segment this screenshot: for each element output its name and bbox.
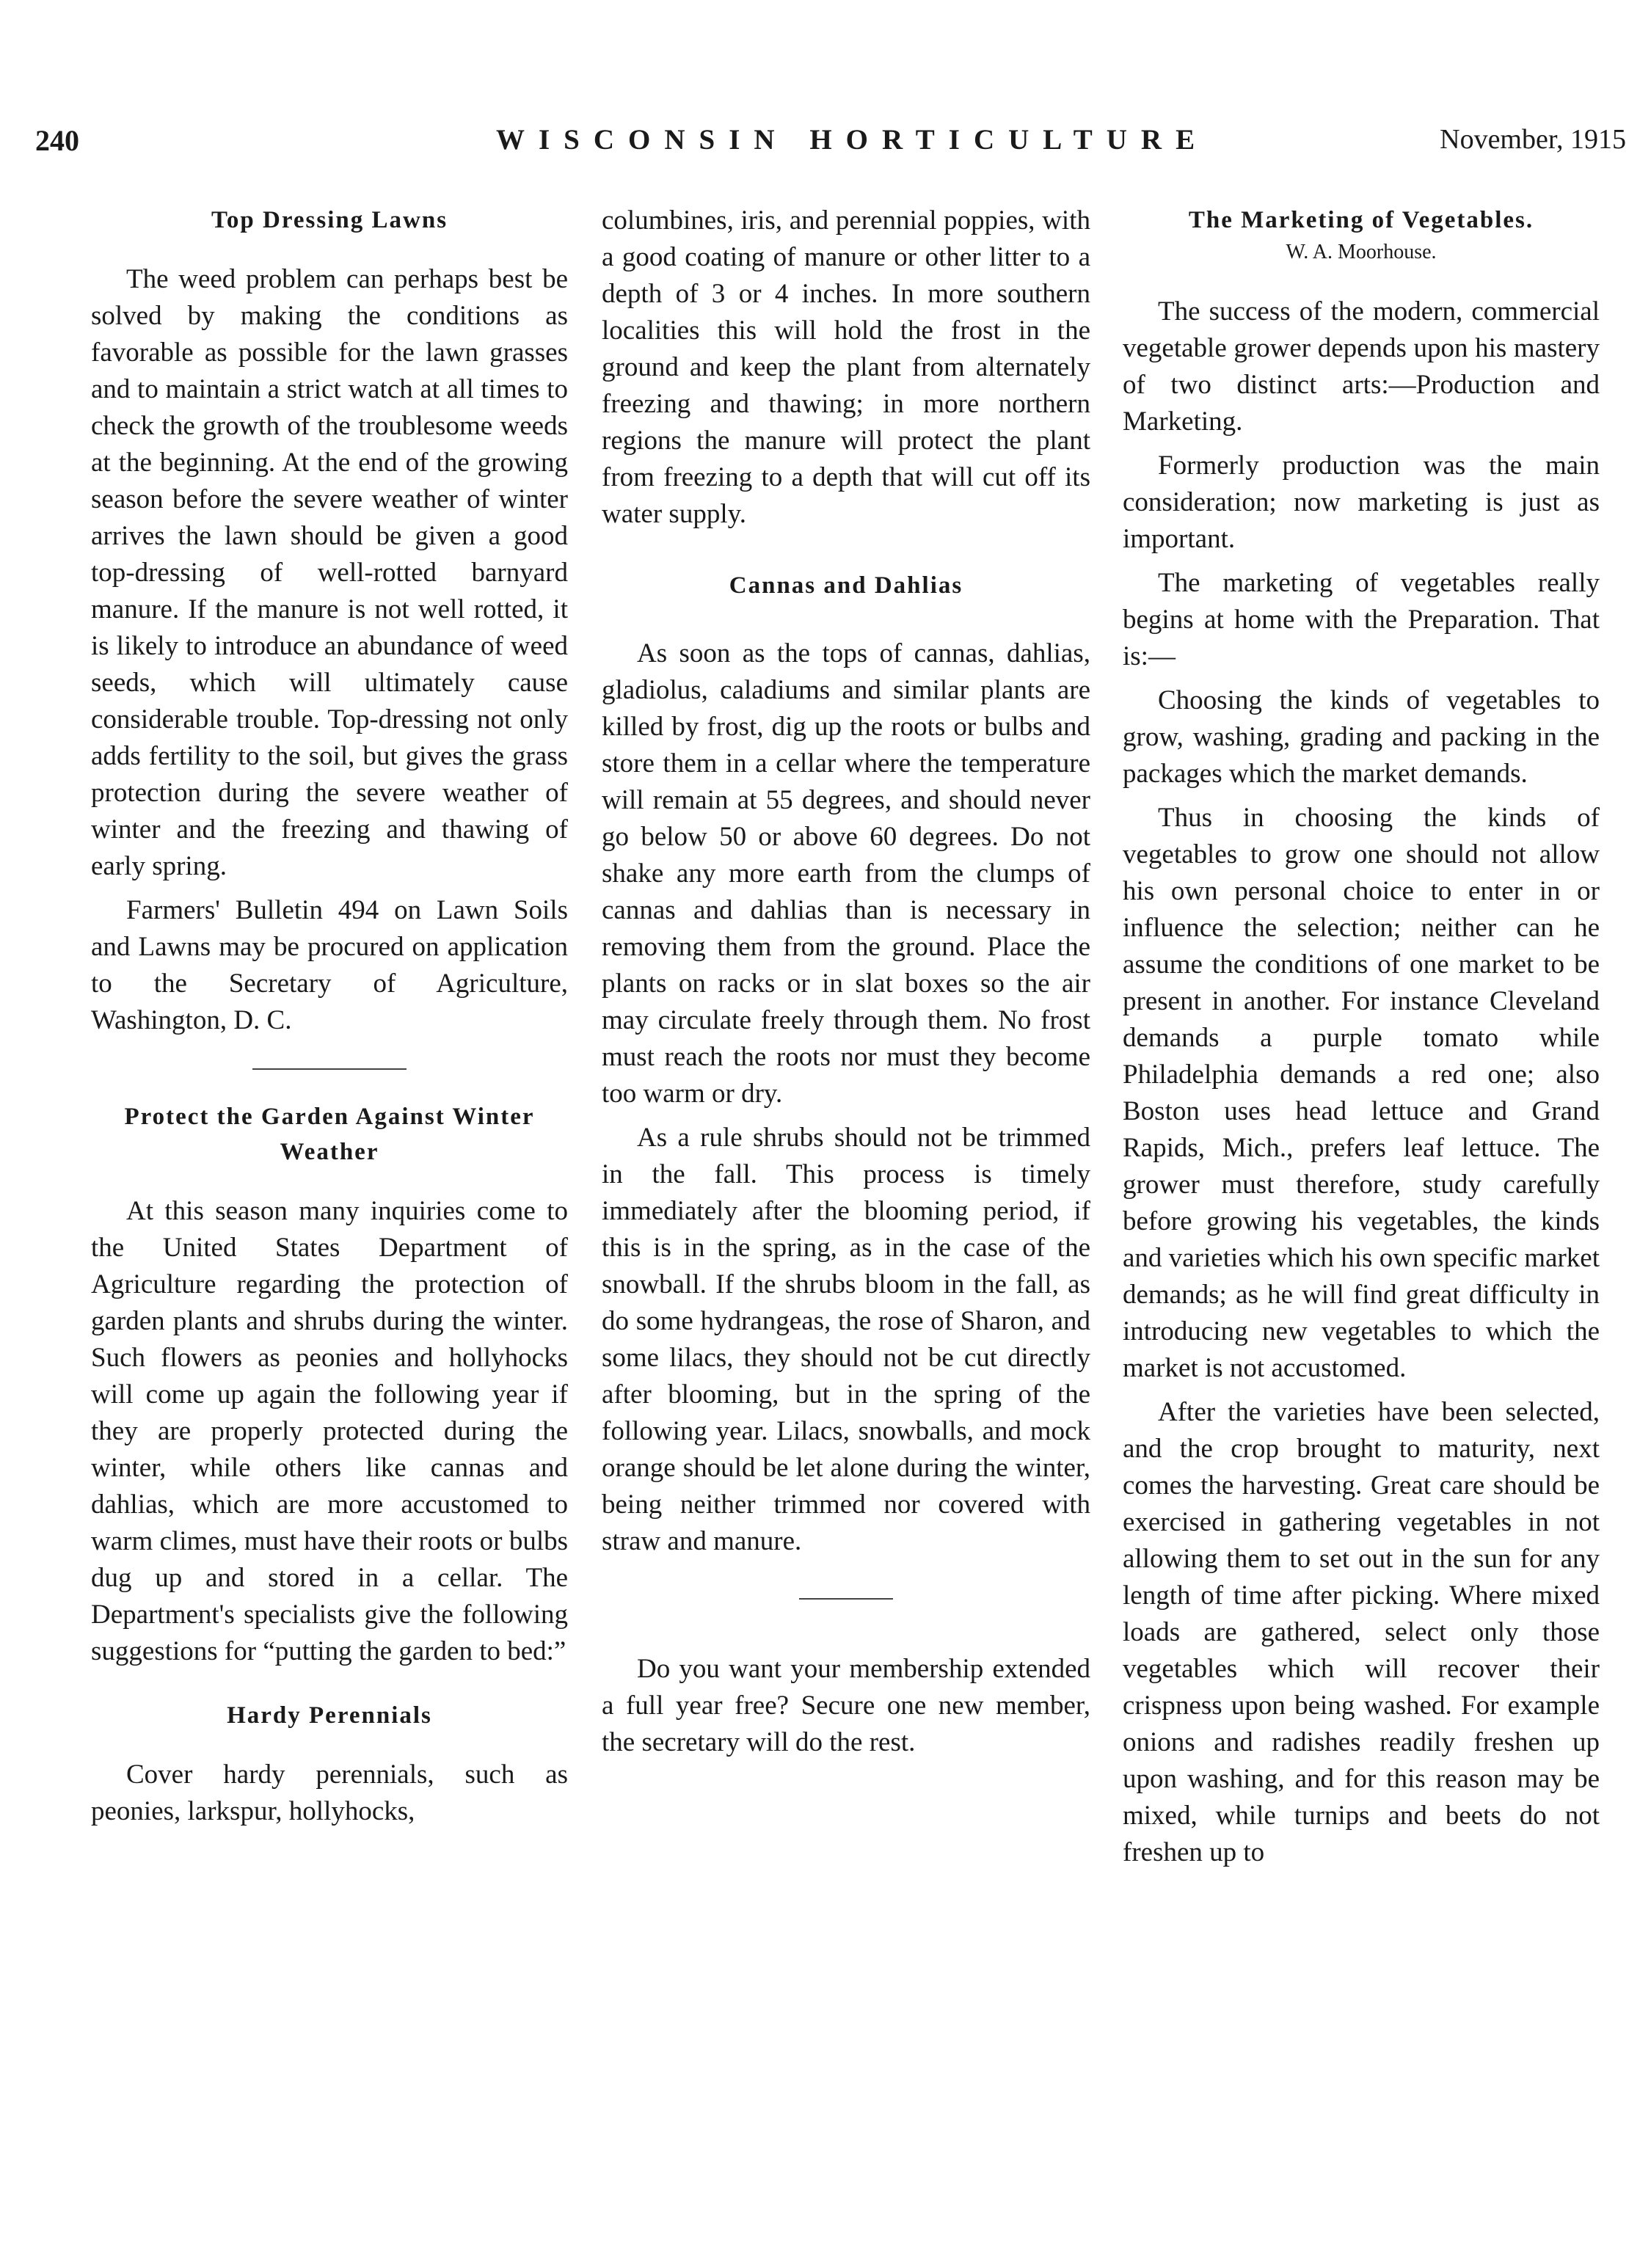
paragraph: The weed problem can perhaps best be solved by making the conditions as favorable as possible for the lawn grasses and to maintain a strict watch at all times to check the growth of the troublesome weeds at the beginning. At the end of the growing season before the severe weather of winter arrives the lawn should be given a good top-dressing of well-rotted barnyard manure. If the manure is not well rotted, it is likely to introduce an abundance of weed seeds, which will ultimately cause considerable trouble. Top-dressing not only adds fertility to the soil, but gives the grass protection during the severe weather of winter and the freezing and thawing of early spring.: [91, 264, 568, 881]
paragraph: Cover hardy perennials, such as peonies, larkspur, hollyhocks,: [91, 1760, 568, 1826]
journal-title: WISCONSIN HORTICULTURE: [496, 124, 1209, 156]
column-middle: [602, 203, 1090, 1768]
paragraph: The success of the modern, commercial vegetable grower depends upon his mastery of two distinct arts:—Production and Marketing.: [1123, 296, 1600, 437]
paragraph: The marketing of vegetables really begins at home with the Preparation. That is:—: [1123, 568, 1600, 671]
paragraph: Thus in choosing the kinds of vegetables to grow one should not allow his own personal choice to enter in or influence the selection; neither can he assume the conditions of one market to be present in another. For instance Cleveland demands a purple tomato while Philadelphia demands a red one; also Boston uses head lettuce and Grand Rapids, Mich., prefers leaf lettuce. The grower must therefore, study carefully before growing his vegetables, the kinds and varieties which his own specific market demands; as he will find great difficulty in introducing new vegetables to which the market is not accustomed.: [1123, 803, 1600, 1383]
paragraph: Formerly production was the main consideration; now marketing is just as important.: [1123, 451, 1600, 554]
paragraph: Farmers' Bulletin 494 on Lawn Soils and Lawns may be procured on application to the Secretary of Agriculture, Washington, D. C.: [91, 895, 568, 1035]
membership-notice: Do you want your membership extended a full year free? Secure one new member, the secretary will do the rest.: [602, 1654, 1090, 1757]
issue-date: November, 1915: [1440, 124, 1626, 155]
column-left: [91, 203, 568, 1837]
heading-cannas-dahlias: Cannas and Dahlias: [729, 572, 963, 599]
paragraph-continued: columbines, iris, and perennial poppies, with a good coating of manure or other litter to a depth of 3 or 4 inches. In more southern localities this will hold the frost in the ground and keep the plant from alternately freezing and thawing; in more northern regions the manure will protect the plant from freezing to a depth that will cut off its water supply.: [602, 205, 1090, 529]
column-right: [1123, 203, 1600, 1878]
paragraph: As soon as the tops of cannas, dahlias, gladiolus, caladiums and similar plants are killed by frost, dig up the roots or bulbs and store them in a cellar where the temperature will remain at 55 degrees, and should never go below 50 or above 60 degrees. Do not shake any more earth from the clumps of cannas and dahlias than is necessary in removing them from the ground. Place the plants on racks or in slat boxes so the air may circulate freely through them. No frost must reach the roots nor must they become too warm or dry.: [602, 638, 1090, 1109]
paragraph: Choosing the kinds of vegetables to grow, washing, grading and packing in the packages which the market demands.: [1123, 685, 1600, 789]
author-byline: W. A. Moorhouse.: [1286, 241, 1437, 263]
heading-protect-garden: Protect the Garden Against Winter Weather: [124, 1104, 535, 1165]
page-number: 240: [35, 124, 79, 157]
heading-top-dressing-lawns: Top Dressing Lawns: [211, 207, 448, 233]
section-divider: [799, 1598, 893, 1600]
paragraph: As a rule shrubs should not be trimmed in the fall. This process is timely immediately after the blooming period, if this is in the spring, as in the case of the snowball. If the shrubs bloom in the fall, as do some hydrangeas, the rose of Sharon, and some lilacs, they should not be cut directly after blooming, but in the spring of the following year. Lilacs, snowballs, and mock orange should be let alone during the winter, being neither trimmed nor covered with straw and manure.: [602, 1123, 1090, 1556]
section-divider: [252, 1068, 407, 1070]
paragraph: After the varieties have been selected, and the crop brought to maturity, next comes the harvesting. Great care should be exercised in gathering vegetables in not allowing them to set out in the sun for any length of time after picking. Where mixed loads are gathered, select only those vegetables which will recover their crispness upon being washed. For example onions and radishes readily freshen up upon washing, and for this reason may be mixed, while turnips and beets do not freshen up to: [1123, 1397, 1600, 1867]
heading-marketing-vegetables: The Marketing of Vegetables.: [1188, 207, 1534, 233]
running-header: [35, 123, 1626, 167]
heading-hardy-perennials: Hardy Perennials: [227, 1702, 432, 1729]
paragraph: At this season many inquiries come to the United States Department of Agriculture regarding the protection of garden plants and shrubs during the winter. Such flowers as peonies and hollyhocks will come up again the following year if they are properly protected during the winter, while others like cannas and dahlias, which are more accustomed to warm climes, must have their roots or bulbs dug up and stored in a cellar. The Department's specialists give the following suggestions for “putting the garden to bed:”: [91, 1196, 568, 1666]
